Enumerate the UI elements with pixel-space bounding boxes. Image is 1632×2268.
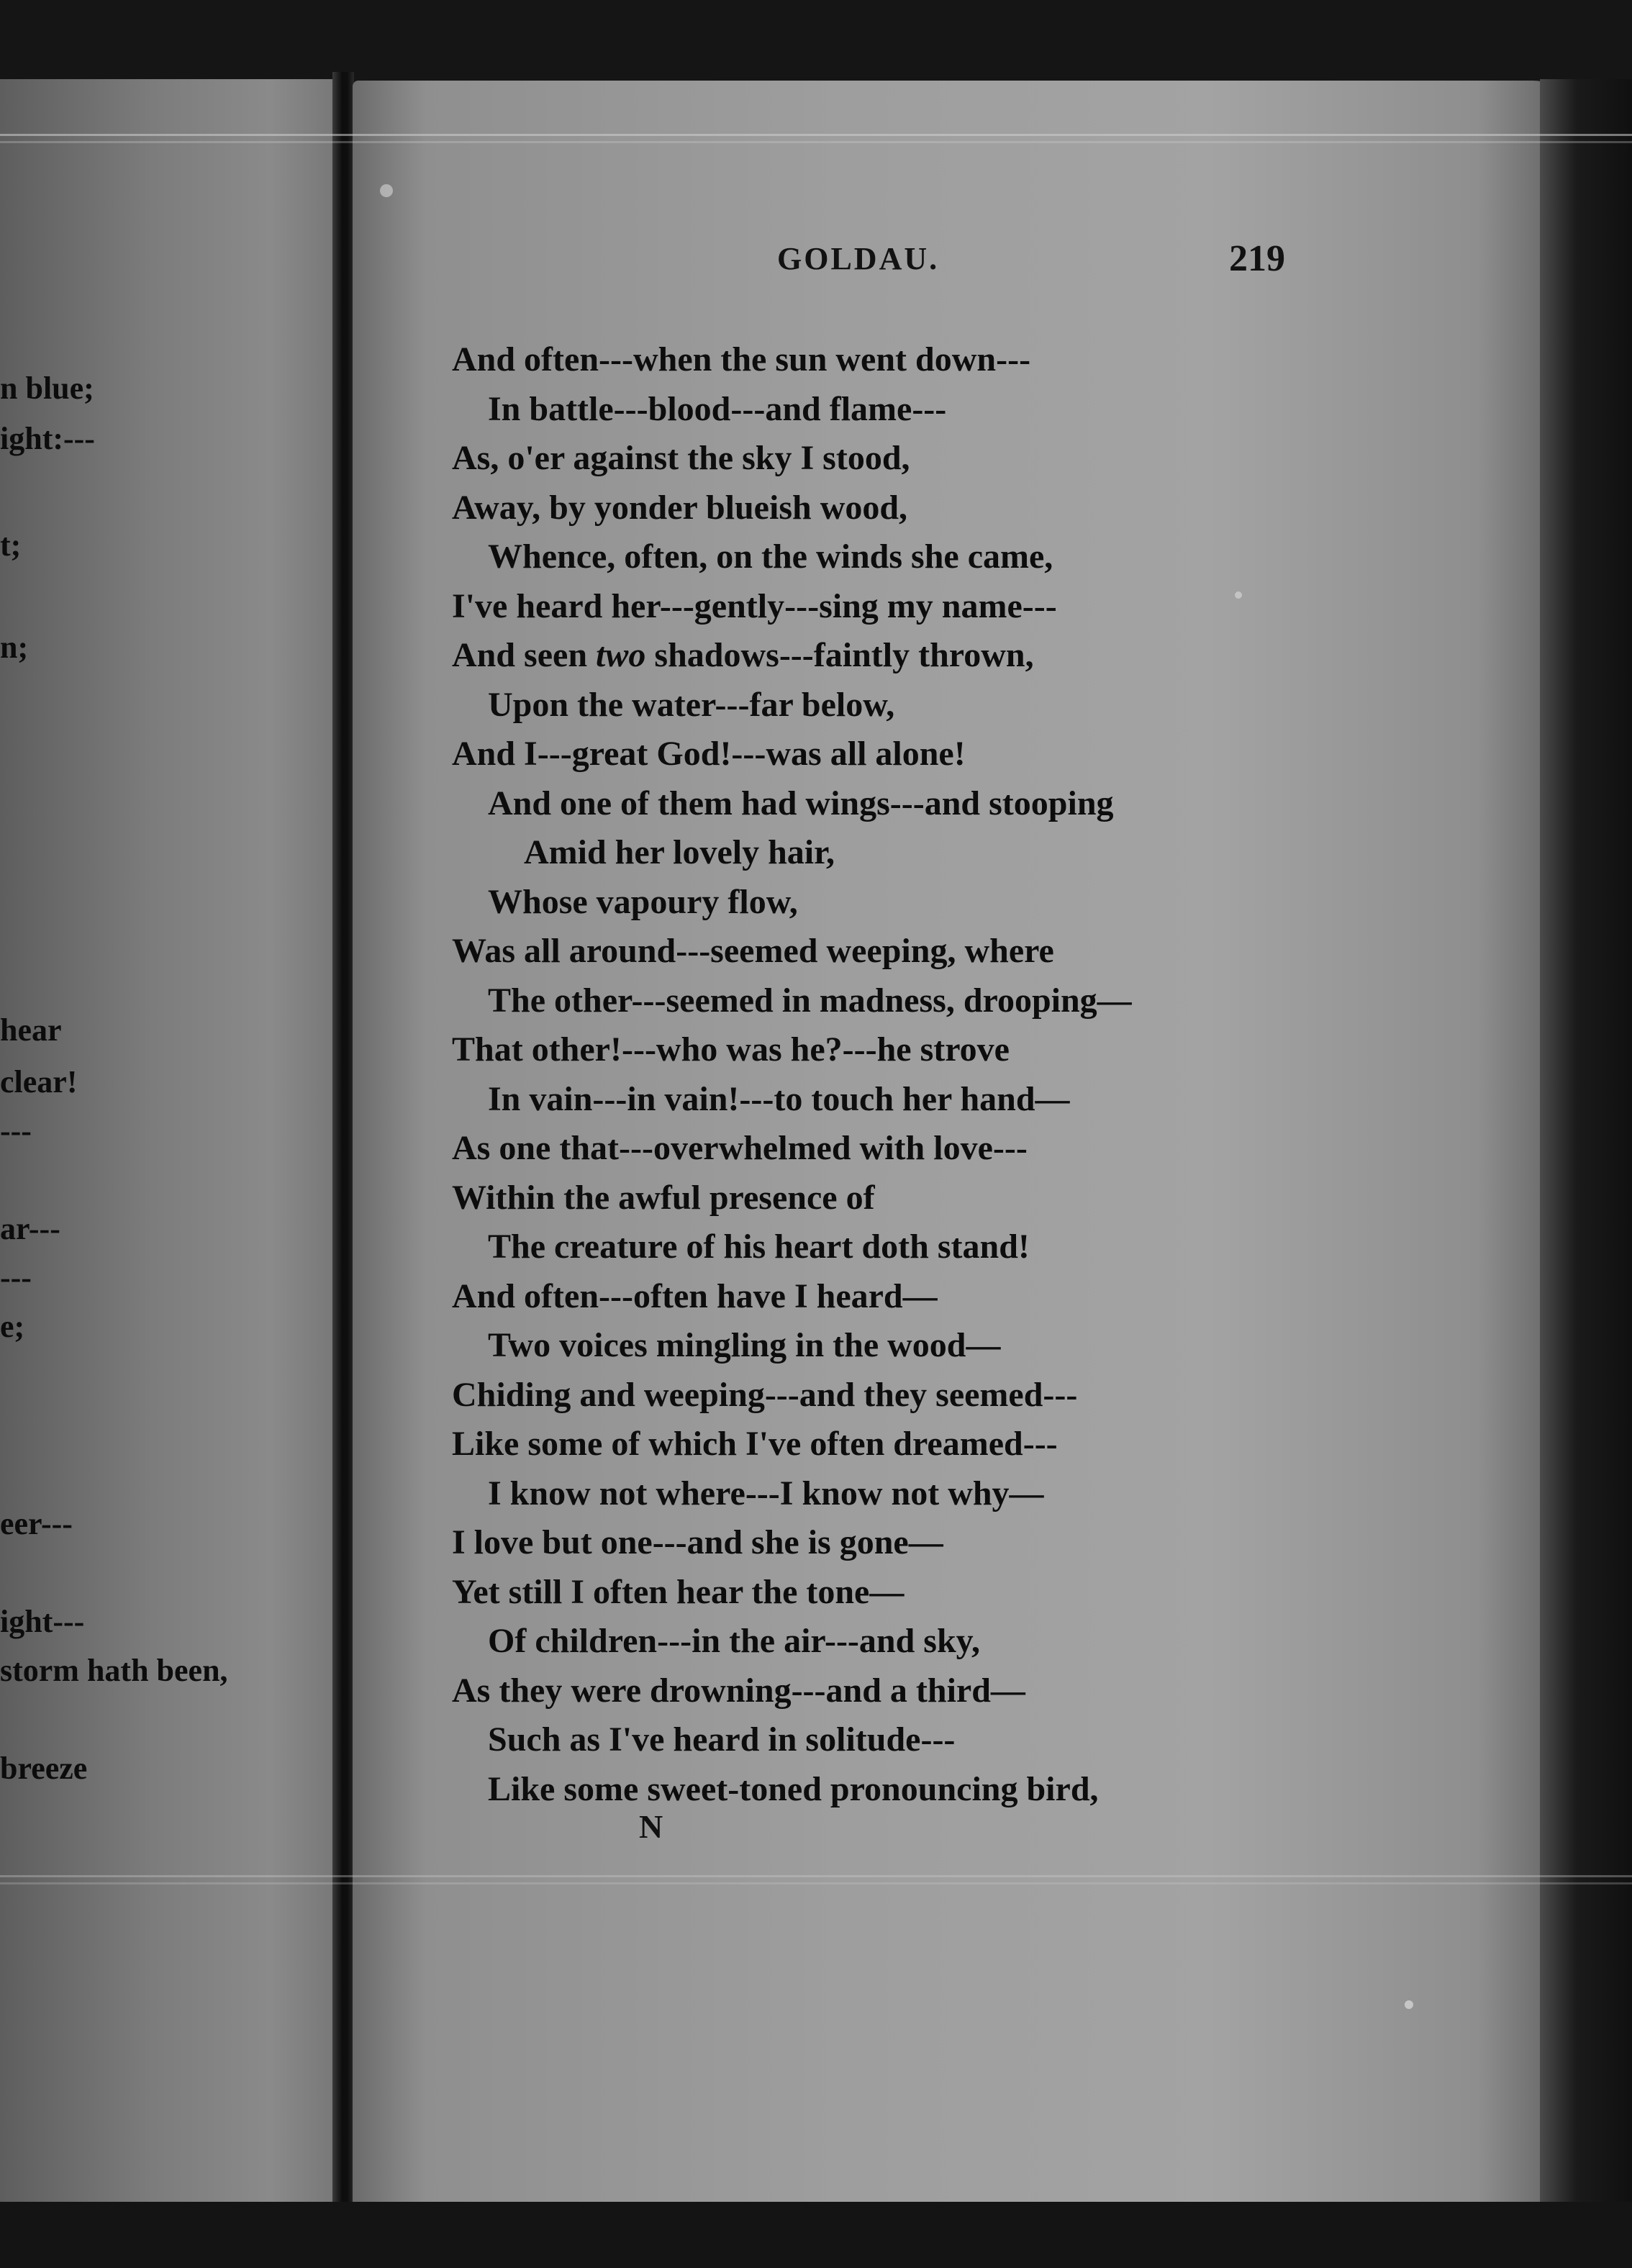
verse-text: Away, by yonder blueish wood, bbox=[452, 488, 908, 527]
verse-line bbox=[452, 1469, 1474, 1519]
left-page-line: n blue; bbox=[0, 371, 94, 406]
verse-text: As one that---overwhelmed with love--- bbox=[452, 1129, 1028, 1167]
right-page-edge-shadow bbox=[1540, 79, 1632, 2223]
verse-text: I know not where---I know not why— bbox=[488, 1474, 1044, 1512]
left-page bbox=[0, 79, 338, 2223]
verse-text: In battle---blood---and flame--- bbox=[488, 389, 947, 428]
verse-line bbox=[452, 631, 1474, 681]
verse-text: And I---great God!---was all alone! bbox=[452, 735, 966, 773]
left-page-line: ight:--- bbox=[0, 421, 95, 456]
paper-speck bbox=[1235, 591, 1242, 599]
verse-line bbox=[452, 582, 1474, 632]
verse-text: shadows---faintly thrown, bbox=[645, 636, 1034, 674]
verse-text: Whose vapoury flow, bbox=[488, 882, 798, 921]
verse-line bbox=[452, 1715, 1474, 1765]
scan-artifact-line bbox=[0, 134, 1632, 136]
verse-text: The other---seemed in madness, drooping— bbox=[488, 981, 1132, 1020]
verse-line bbox=[452, 484, 1474, 533]
verse-line bbox=[452, 532, 1474, 582]
scan-artifact-line bbox=[0, 1882, 1632, 1884]
verse-line bbox=[452, 779, 1474, 829]
verse-text: Yet still I often hear the tone— bbox=[452, 1572, 905, 1611]
left-page-line: breeze bbox=[0, 1751, 88, 1786]
verse-line bbox=[452, 1025, 1474, 1075]
verse-line bbox=[452, 681, 1474, 730]
verse-line bbox=[452, 1075, 1474, 1125]
verse-line bbox=[452, 1124, 1474, 1174]
left-page-line: --- bbox=[0, 1260, 32, 1295]
verse-line bbox=[452, 976, 1474, 1026]
left-page-line: t; bbox=[0, 527, 22, 563]
verse-text: I've heard her---gently---sing my name--- bbox=[452, 586, 1057, 625]
verse-text: And often---often have I heard— bbox=[452, 1276, 938, 1315]
verse-line bbox=[452, 1765, 1474, 1815]
verse-line bbox=[452, 878, 1474, 927]
left-page-line: hear bbox=[0, 1012, 62, 1048]
verse-text: As they were drowning---and a third— bbox=[452, 1671, 1025, 1710]
left-page-line: e; bbox=[0, 1309, 25, 1344]
scan-artifact-line bbox=[0, 141, 1632, 143]
left-page-line: ight--- bbox=[0, 1604, 85, 1639]
verse-line bbox=[452, 1568, 1474, 1618]
verse-line bbox=[452, 1272, 1474, 1322]
verse-line bbox=[452, 1321, 1474, 1371]
left-page-line: n; bbox=[0, 630, 29, 665]
verse-line bbox=[452, 1223, 1474, 1272]
verse-text: Two voices mingling in the wood— bbox=[488, 1326, 1001, 1364]
verse-text: Amid her lovely hair, bbox=[524, 833, 835, 871]
verse-text: And often---when the sun went down--- bbox=[452, 340, 1031, 378]
verse-text: Within the awful presence of bbox=[452, 1178, 875, 1217]
verse-text: Of children---in the air---and sky, bbox=[488, 1622, 981, 1660]
verse-text: The creature of his heart doth stand! bbox=[488, 1228, 1030, 1266]
verse-text: Chiding and weeping---and they seemed--- bbox=[452, 1375, 1078, 1414]
verse-line bbox=[452, 385, 1474, 435]
verse-text: Upon the water---far below, bbox=[488, 685, 895, 724]
verse-line bbox=[452, 730, 1474, 779]
verse-line bbox=[452, 1518, 1474, 1568]
left-page-line: storm hath been, bbox=[0, 1653, 228, 1688]
verse-line bbox=[452, 1371, 1474, 1420]
verse-line bbox=[452, 1617, 1474, 1666]
verse-text: And one of them had wings---and stooping bbox=[488, 784, 1114, 822]
signature-mark: N bbox=[639, 1808, 663, 1845]
scan-top-border bbox=[0, 0, 1632, 86]
page-number: 219 bbox=[1229, 238, 1285, 279]
left-page-line: --- bbox=[0, 1113, 32, 1148]
verse-text: Like some of which I've often dreamed--- bbox=[452, 1425, 1058, 1463]
verse-text: Was all around---seemed weeping, where bbox=[452, 932, 1054, 970]
paper-speck bbox=[380, 184, 393, 197]
book-gutter bbox=[332, 72, 354, 2223]
left-page-line: clear! bbox=[0, 1064, 78, 1099]
verse-line bbox=[452, 1174, 1474, 1223]
verse-text: As, o'er against the sky I stood, bbox=[452, 439, 910, 477]
verse-text: Whence, often, on the winds she came, bbox=[488, 537, 1053, 576]
verse-text: That other!---who was he?---he strove bbox=[452, 1030, 1010, 1069]
left-page-line: eer--- bbox=[0, 1506, 73, 1541]
verse-line bbox=[452, 434, 1474, 484]
verse-text: In vain---in vain!---to touch her hand— bbox=[488, 1079, 1070, 1118]
verse-emphasis: two bbox=[596, 636, 646, 674]
scan-artifact-line bbox=[0, 1875, 1632, 1877]
poem-text bbox=[452, 335, 1474, 1814]
paper-speck bbox=[1405, 2000, 1413, 2009]
verse-text: Such as I've heard in solitude--- bbox=[488, 1720, 956, 1759]
left-page-line: ar--- bbox=[0, 1211, 60, 1246]
verse-line bbox=[452, 828, 1474, 878]
running-head: GOLDAU. bbox=[777, 241, 940, 276]
verse-line bbox=[452, 1666, 1474, 1716]
verse-line bbox=[452, 927, 1474, 976]
verse-line bbox=[452, 1420, 1474, 1469]
verse-text: I love but one---and she is gone— bbox=[452, 1523, 943, 1561]
scan-bottom-border bbox=[0, 2202, 1632, 2268]
verse-text: Like some sweet-toned pronouncing bird, bbox=[488, 1769, 1099, 1808]
verse-line bbox=[452, 335, 1474, 385]
verse-text: And seen bbox=[452, 636, 597, 674]
